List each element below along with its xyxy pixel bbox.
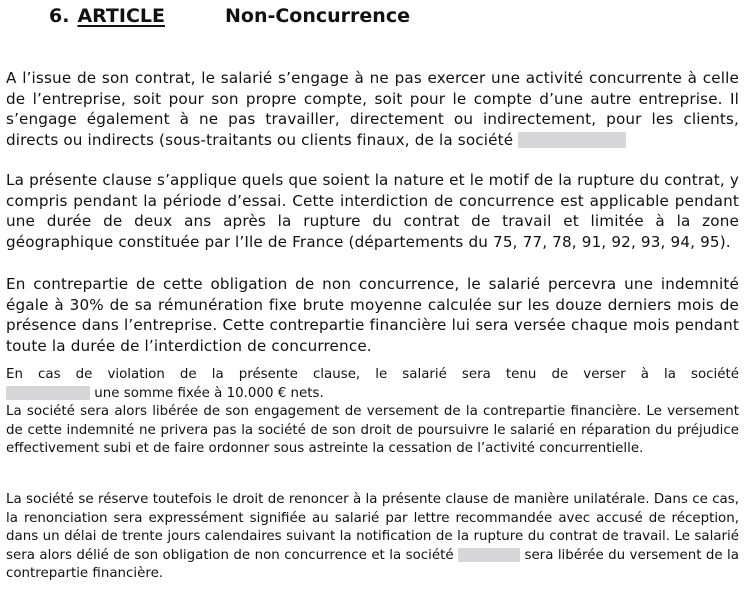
redacted-company-name xyxy=(518,132,626,148)
article-heading xyxy=(49,4,410,28)
article-label: ARTICLE xyxy=(77,5,165,27)
paragraph-compensation-text: En contrepartie de cette obligation de non concurrence, le salarié percevra une indemnité égale à 30% de sa rémunération fixe brute moyenne calculée sur les douze derniers mois de présence dans l’entreprise. Cette contrepartie financière lui sera versée chaque mois pendant toute la durée de l’interdiction de concurrence. xyxy=(6,275,739,355)
paragraph-compensation xyxy=(6,274,739,356)
paragraph-violation-rest: La société sera alors libérée de son engagement de versement de la contrepartie financière. Le versement de cette indemnité ne privera pas la société de son droit de poursuivre le salarié en réparation du préjudice effectivement subi et de faire ordonner sous astreinte la cessation de l’activité concurrentielle. xyxy=(6,404,739,456)
paragraph-scope-text: A l’issue de son contrat, le salarié s’engage à ne pas exercer une activité concurrente à celle de l’entreprise, soit pour son propre compte, soit pour le compte d’une autre entreprise. Il s’engage également à ne pas travailler, directement ou indirectement, pour les clients, directs ou indirects (sous-traitants ou clients finaux, de la société xyxy=(6,69,739,149)
paragraph-duration xyxy=(6,170,739,252)
paragraph-violation-tail: une somme fixée à 10.000 € nets. xyxy=(94,385,324,401)
paragraph-violation-lead: En cas de violation de la présente clause, le salarié sera tenu de verser à la société xyxy=(6,367,739,382)
article-title: Non-Concurrence xyxy=(225,5,410,27)
paragraph-waiver xyxy=(6,491,739,584)
article-number: 6. xyxy=(49,5,70,27)
paragraph-scope xyxy=(6,68,739,150)
paragraph-violation xyxy=(6,366,739,459)
redacted-company-name xyxy=(6,386,90,400)
redacted-company-name xyxy=(458,548,520,562)
paragraph-waiver-lead: La société se réserve toutefois le droit de renoncer à la présente clause de manière unilatérale. Dans ce cas, la renonciation sera expressément signifiée au salarié par lettre recommandée avec accusé de réception, dans un délai de trente jours calendaires suivant la notification de la rupture du contrat de travail. Le salarié sera alors délié de son obligation de non concurrence et la société xyxy=(6,492,739,563)
paragraph-duration-text: La présente clause s’applique quels que soient la nature et le motif de la rupture du contrat, y compris pendant la période d’essai. Cette interdiction de concurrence est applicable pendant une durée de deux ans après la rupture du contrat de travail et limitée à la zone géographique constituée par l’Ile de France (départements du 75, 77, 78, 91, 92, 93, 94, 95). xyxy=(6,171,739,251)
paragraph-waiver-tail: sera libérée du versement de la contrepartie financière. xyxy=(6,547,739,581)
